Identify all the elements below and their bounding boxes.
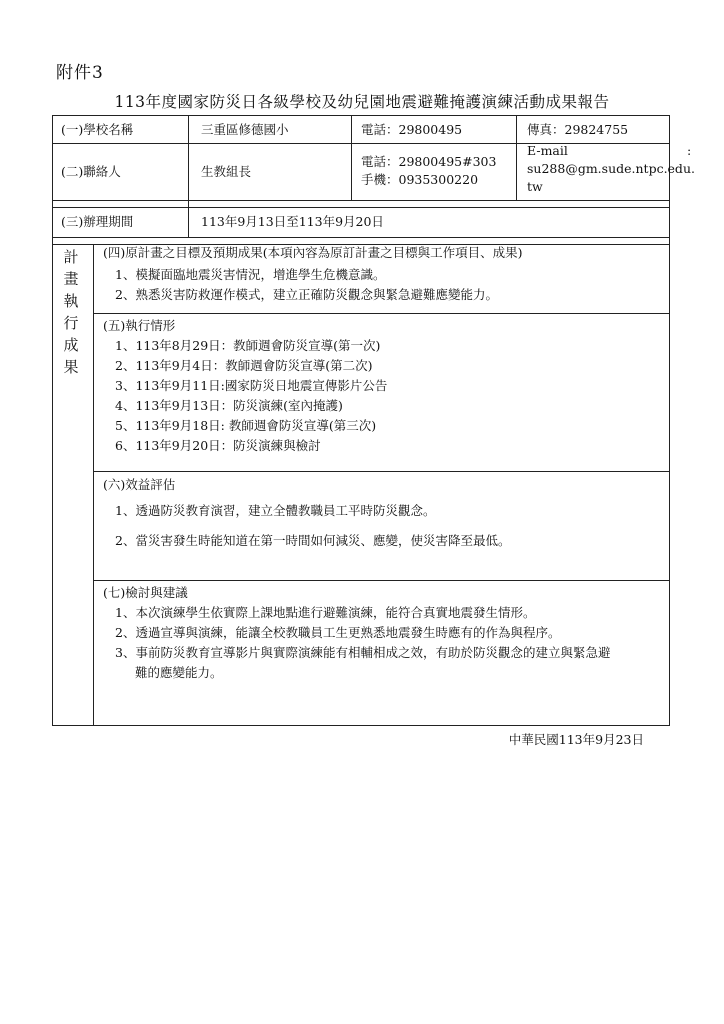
report-date: 中華民國113年9月23日 [508,732,644,747]
report-table [52,115,695,726]
email-address-line1: su288@gm.sude.ntpc.edu. [527,161,695,176]
email-address-line2: tw [527,179,543,194]
email-colon: : [687,143,692,158]
list-item: 2、113年9月4日：教師週會防災宣導(第二次) [115,358,373,373]
objectives-list [115,265,498,305]
list-item: 3、事前防災教育宣導影片與實際演練能有相輔相成之效，有助於防災觀念的建立與緊急避 [115,645,611,660]
period-label: (三)辦理期間 [61,214,134,229]
school-name-value: 三重區修德國小 [201,122,289,137]
table-divider [93,313,669,314]
table-divider [93,580,669,581]
side-label-char: 行 [63,314,79,332]
attachment-label: 附件3 [56,63,104,83]
email-label: E-mail [527,143,568,158]
table-divider [53,200,669,201]
table-divider [93,471,669,472]
school-name-label: (一)學校名稱 [61,122,134,137]
table-divider [53,237,669,238]
list-item: 4、113年9月13日：防災演練(室內掩護) [115,398,343,413]
objectives-title: (四)原計畫之目標及預期成果(本項內容為原訂計畫之目標與工作項目、成果) [103,245,523,260]
side-label-char: 果 [63,358,79,376]
list-item: 1、透過防災教育演習，建立全體教職員工平時防災觀念。 [115,503,436,518]
list-item: 1、模擬面臨地震災害情況，增進學生危機意識。 [115,267,386,282]
review-title: (七)檢討與建議 [103,585,188,600]
table-divider [188,116,189,237]
school-fax: 傳真：29824755 [527,122,629,137]
side-label-char: 畫 [63,270,79,288]
review-list [115,603,610,683]
contact-label: (二)聯絡人 [61,164,121,179]
list-item: 2、透過宣導與演練，能讓全校教職員工生更熟悉地震發生時應有的作為與程序。 [115,625,561,640]
contact-value: 生教組長 [201,164,252,179]
table-divider [93,244,94,725]
table-divider [53,143,669,144]
list-item: 1、本次演練學生依實際上課地點進行避難演練，能符合真實地震發生情形。 [115,605,536,620]
table-divider [53,207,669,208]
school-phone: 電話：29800495 [361,122,463,137]
side-label-char: 執 [63,292,79,310]
page-title: 113年度國家防災日各級學校及幼兒園地震避難掩護演練活動成果報告 [114,93,610,111]
evaluation-list [115,501,510,551]
execution-title: (五)執行情形 [103,318,176,333]
plan-results-side-label [61,246,81,378]
side-label-char: 成 [63,336,79,354]
execution-list [115,336,387,456]
table-divider [351,116,352,200]
list-item: 難的應變能力。 [135,665,223,680]
contact-mobile: 手機：0935300220 [361,172,479,187]
contact-phone: 電話：29800495#303 [361,154,497,169]
list-item: 1、113年8月29日：教師週會防災宣導(第一次) [115,338,381,353]
table-divider [516,116,517,200]
evaluation-title: (六)效益評估 [103,477,176,492]
period-value: 113年9月13日至113年9月20日 [201,214,384,229]
list-item: 6、113年9月20日：防災演練與檢討 [115,438,321,453]
list-item: 3、113年9月11日:國家防災日地震宣傳影片公告 [115,378,388,393]
list-item: 2、當災害發生時能知道在第一時間如何減災、應變，使災害降至最低。 [115,533,511,548]
list-item: 5、113年9月18日: 教師週會防災宣導(第三次) [115,418,377,433]
list-item: 2、熟悉災害防救運作模式，建立正確防災觀念與緊急避難應變能力。 [115,287,498,302]
side-label-char: 計 [63,248,79,266]
